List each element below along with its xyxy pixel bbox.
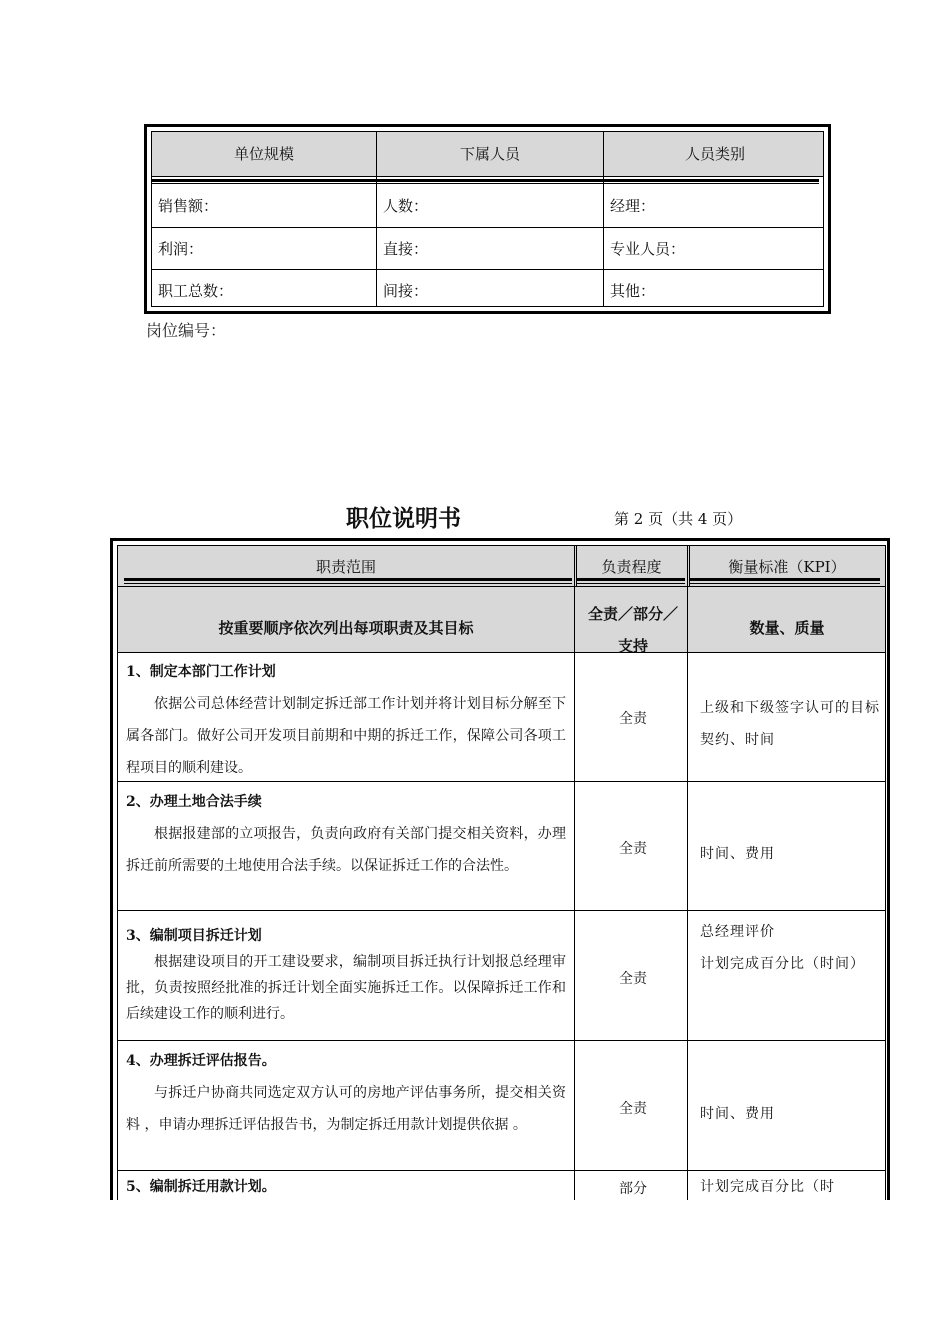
header-double-rule	[152, 179, 819, 182]
row-divider	[152, 227, 823, 228]
duty-description: 依据公司总体经营计划制定拆迁部工作计划并将计划目标分解至下属各部门。做好公司开发项目前期和中期的拆迁工作，保障公司各项工程项目的顺利建设。	[126, 696, 566, 776]
cell-sales: 销售额：	[158, 197, 219, 215]
duty-kpi: 上级和下级签字认可的目标契约、时间	[700, 700, 880, 748]
header-duties-by-priority: 按重要顺序依次列出每项职责及其目标	[218, 619, 474, 637]
duty-responsibility: 部分	[619, 1181, 647, 1197]
cell-profit: 利润：	[158, 240, 204, 258]
duty-title: 5、编制拆迁用款计划。	[126, 1179, 276, 1195]
row-divider	[118, 1040, 886, 1041]
duty-title: 1、制定本部门工作计划	[126, 664, 276, 680]
duty-kpi: 时间、费用	[700, 1106, 775, 1122]
header-subordinates: 下属人员	[459, 145, 520, 163]
post-number-label: 岗位编号：	[146, 321, 227, 340]
duty-kpi: 时间、费用	[700, 846, 775, 862]
cell-manager: 经理：	[610, 197, 656, 215]
duty-description: 根据建设项目的开工建设要求，编制项目拆迁执行计划报总经理审批，负责按照经批准的拆迁计划全面实施拆迁工作。以保障拆迁工作和后续建设工作的顺利进行。	[126, 954, 566, 1022]
cell-direct: 直接：	[383, 240, 429, 258]
row-divider	[152, 176, 823, 177]
cell-indirect: 间接：	[383, 282, 429, 300]
cell-total-staff: 职工总数：	[158, 282, 234, 300]
header-double-rule	[124, 578, 572, 581]
duty-description: 根据报建部的立项报告，负责向政府有关部门提交相关资料，办理拆迁前所需要的土地使用合法手续。以保证拆迁工作的合法性。	[126, 826, 566, 874]
row-divider	[118, 910, 886, 911]
duty-title: 4、办理拆迁评估报告。	[126, 1053, 276, 1069]
header-kpi: 衡量标准（KPI）	[728, 558, 846, 576]
header-duty-scope: 职责范围	[315, 558, 376, 576]
document-title: 职位说明书	[346, 506, 461, 532]
header-double-rule-thin	[577, 583, 685, 584]
duty-responsibility: 全责	[619, 711, 647, 727]
duty-responsibility: 全责	[619, 1101, 647, 1117]
duty-item	[126, 786, 566, 882]
row-divider	[118, 652, 886, 653]
duty-item	[126, 656, 566, 784]
job-description-grid	[117, 545, 886, 1258]
duty-kpi: 计划完成百分比（时	[700, 1179, 835, 1195]
cell-other: 其他：	[610, 282, 656, 300]
duty-title: 2、办理土地合法手续	[126, 794, 262, 810]
duty-responsibility: 全责	[619, 841, 647, 857]
header-responsibility-level: 负责程度	[601, 558, 662, 576]
cell-headcount: 人数：	[383, 197, 429, 215]
header-double-rule-thin	[690, 583, 880, 584]
header-unit-scale: 单位规模	[233, 145, 294, 163]
duty-item	[126, 1045, 566, 1141]
duty-responsibility: 全责	[619, 971, 647, 987]
duty-item	[126, 923, 566, 1027]
job-description-table	[110, 538, 890, 1258]
page-bottom-margin	[100, 1200, 900, 1344]
header-double-rule-thin	[152, 183, 819, 184]
duty-description: 与拆迁户协商共同选定双方认可的房地产评估事务所，提交相关资料 ，申请办理拆迁评估报告书，为制定拆迁用款计划提供依据 。	[126, 1085, 566, 1133]
duty-kpi: 总经理评价 计划完成百分比（时间）	[700, 924, 865, 972]
header-double-rule	[690, 578, 880, 581]
unit-scale-table	[144, 124, 831, 314]
row-divider	[118, 586, 886, 587]
duty-item	[126, 1171, 566, 1203]
duty-title: 3、编制项目拆迁计划	[126, 928, 262, 944]
header-staff-category: 人员类别	[684, 145, 745, 163]
cell-professional: 专业人员：	[610, 240, 686, 258]
header-double-rule-thin	[124, 583, 572, 584]
header-quantity-quality: 数量、质量	[749, 619, 825, 637]
header-double-rule	[577, 578, 685, 581]
unit-scale-table-inner	[151, 131, 824, 307]
row-divider	[152, 269, 823, 270]
header-responsibility-options: 全责／部分／支持	[588, 605, 679, 655]
unit-scale-table-header	[152, 132, 823, 176]
page-indicator: 第 2 页（共 4 页）	[614, 510, 743, 528]
